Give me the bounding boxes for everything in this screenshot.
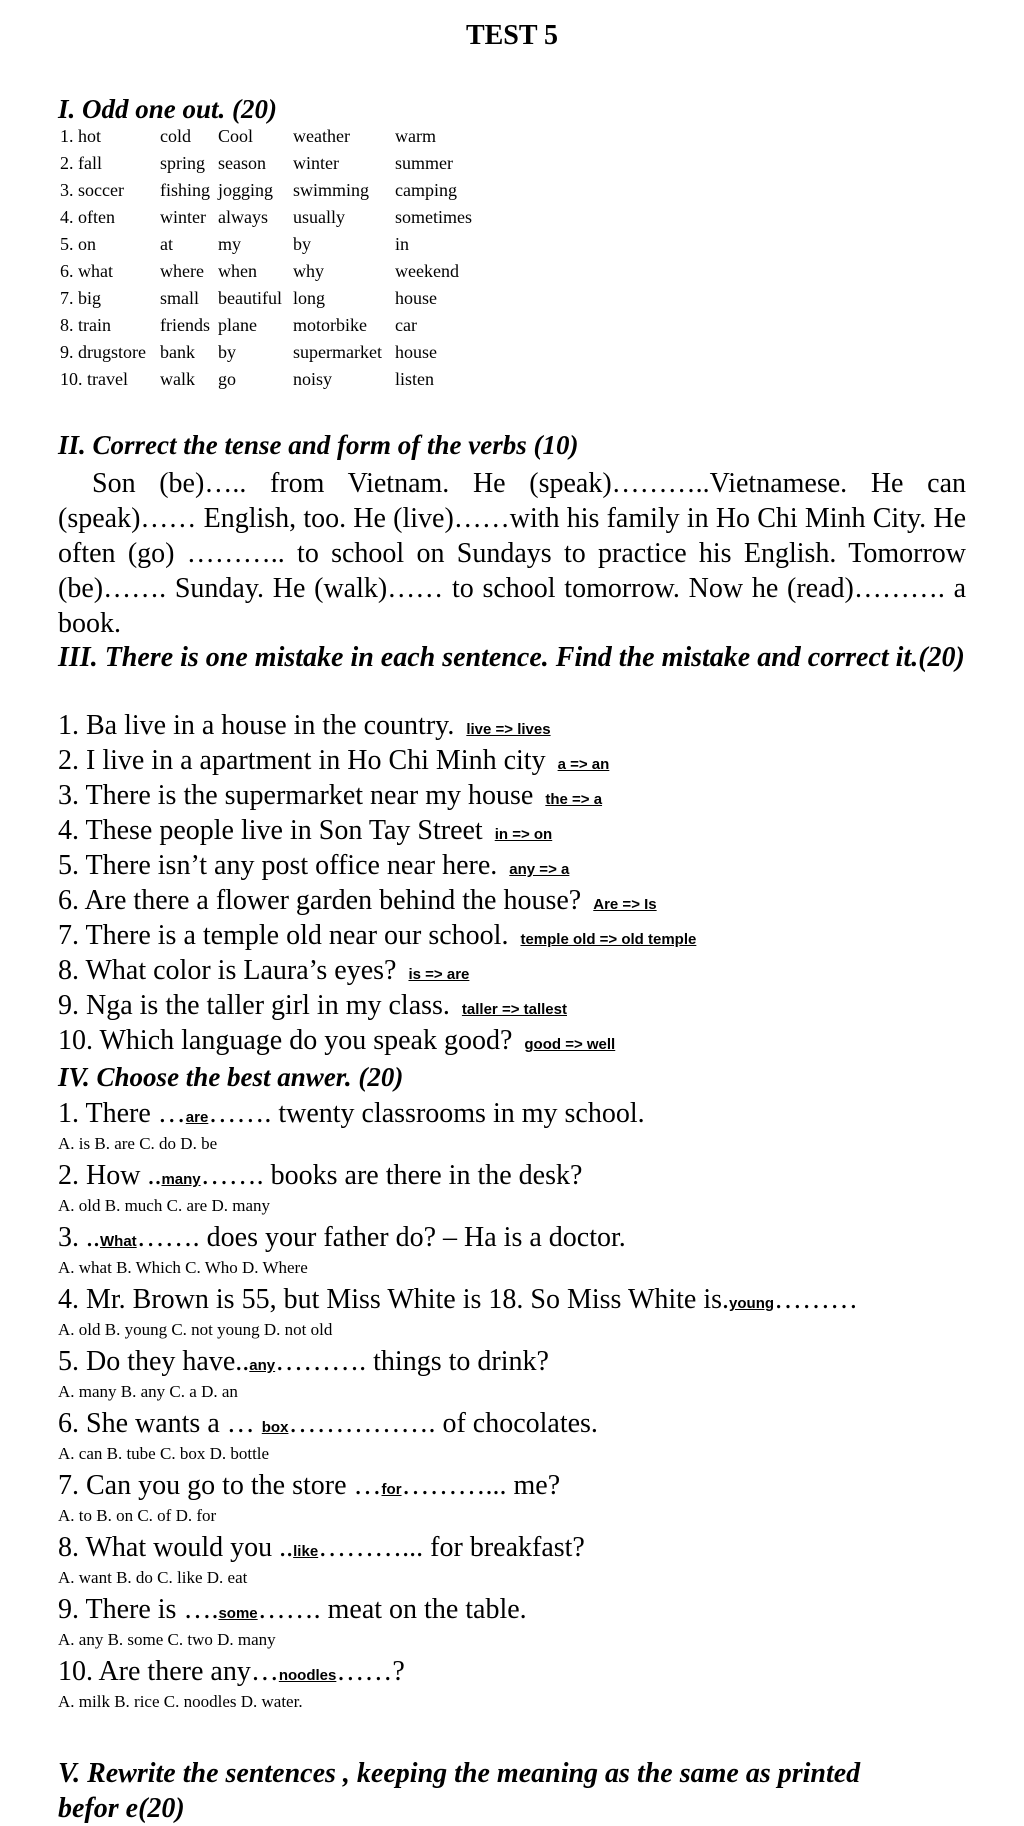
odd-cell: spring bbox=[160, 153, 205, 173]
mistake-item bbox=[58, 955, 469, 987]
odd-cell: by bbox=[293, 234, 311, 254]
filled-answer: young bbox=[729, 1295, 775, 1312]
filled-answer: are bbox=[185, 1109, 209, 1126]
odd-cell: listen bbox=[395, 369, 434, 389]
question-text: ………. things to drink? bbox=[275, 1346, 549, 1377]
question-text: 7. Can you go to the store … bbox=[58, 1470, 382, 1501]
correction-answer: any => a bbox=[509, 861, 570, 878]
question-text: ……. books are there in the desk? bbox=[200, 1160, 583, 1191]
odd-cell: my bbox=[218, 234, 242, 254]
choice-question bbox=[58, 1098, 645, 1130]
odd-cell: 9. drugstore bbox=[60, 342, 146, 362]
mistake-item bbox=[58, 990, 567, 1022]
odd-cell: by bbox=[218, 342, 236, 362]
question-text: ……. meat on the table. bbox=[257, 1594, 527, 1625]
odd-row bbox=[60, 288, 495, 315]
test-title: TEST 5 bbox=[465, 20, 559, 51]
question-text: 5. Do they have.. bbox=[58, 1346, 250, 1377]
odd-cell: swimming bbox=[293, 180, 370, 200]
verb-paragraph-text: Son (be)….. from Vietnam. He (speak)………..Vietnamese. He can (speak)…… English, too. He (live)……with his family in Ho Chi Minh City. He often (go) ……….. to school on Sundays to practice his English. Tomorrow (be)……. Sunday. He (walk)…… to school tomorrow. Now he (read)………. a book. bbox=[58, 468, 966, 639]
correction-answer: Are => Is bbox=[593, 896, 657, 913]
question-text: 1. There … bbox=[58, 1098, 186, 1129]
choice-question bbox=[58, 1532, 585, 1564]
question-text: 6. She wants a … bbox=[58, 1408, 262, 1439]
odd-cell: house bbox=[395, 342, 437, 362]
answer-options: A. milk B. rice C. noodles D. water. bbox=[58, 1692, 303, 1711]
odd-cell: go bbox=[218, 369, 236, 389]
choice-question bbox=[58, 1594, 527, 1626]
filled-answer: any bbox=[249, 1357, 276, 1374]
odd-cell: why bbox=[293, 261, 324, 281]
odd-cell: 6. what bbox=[60, 261, 113, 281]
section1-heading: I. Odd one out. (20) bbox=[58, 94, 278, 124]
mistake-item bbox=[58, 850, 569, 882]
odd-cell: friends bbox=[160, 315, 210, 335]
mistake-sentence: 10. Which language do you speak good? bbox=[58, 1025, 513, 1056]
question-text: ……………. of chocolates. bbox=[288, 1408, 598, 1439]
odd-cell: jogging bbox=[218, 180, 274, 200]
filled-answer: noodles bbox=[278, 1667, 337, 1684]
mistake-item bbox=[58, 920, 696, 952]
odd-row bbox=[60, 153, 495, 180]
odd-cell: camping bbox=[395, 180, 457, 200]
question-text: 4. Mr. Brown is 55, but Miss White is 18. So Miss White is. bbox=[58, 1284, 730, 1315]
odd-cell: when bbox=[218, 261, 257, 281]
choice-question bbox=[58, 1284, 858, 1316]
correction-answer: in => on bbox=[494, 826, 553, 843]
correction-answer: live => lives bbox=[466, 721, 551, 738]
odd-cell: small bbox=[160, 288, 199, 308]
question-text: 2. How .. bbox=[58, 1160, 162, 1191]
answer-options: A. any B. some C. two D. many bbox=[58, 1630, 276, 1649]
odd-row bbox=[60, 180, 495, 207]
odd-cell: usually bbox=[293, 207, 345, 227]
odd-cell: noisy bbox=[293, 369, 333, 389]
odd-cell: cold bbox=[160, 126, 191, 146]
odd-cell: winter bbox=[160, 207, 206, 227]
choice-question bbox=[58, 1408, 598, 1440]
mistake-sentence: 8. What color is Laura’s eyes? bbox=[58, 955, 397, 986]
odd-row bbox=[60, 261, 495, 288]
odd-cell: Cool bbox=[218, 126, 254, 146]
odd-cell: long bbox=[293, 288, 326, 308]
question-text: ………... me? bbox=[401, 1470, 561, 1501]
odd-cell: 3. soccer bbox=[60, 180, 124, 200]
section2-heading: II. Correct the tense and form of the verbs (10) bbox=[58, 430, 579, 460]
odd-cell: fishing bbox=[160, 180, 211, 200]
odd-cell: in bbox=[395, 234, 410, 254]
mistake-sentence: 2. I live in a apartment in Ho Chi Minh city bbox=[58, 745, 546, 776]
question-text: ……. twenty classrooms in my school. bbox=[208, 1098, 645, 1129]
mistake-item bbox=[58, 815, 552, 847]
odd-cell: house bbox=[395, 288, 437, 308]
odd-cell: beautiful bbox=[218, 288, 282, 308]
mistake-sentence: 3. There is the supermarket near my house bbox=[58, 780, 534, 811]
odd-cell: 2. fall bbox=[60, 153, 102, 173]
odd-cell: sometimes bbox=[395, 207, 472, 227]
filled-answer: box bbox=[261, 1419, 289, 1436]
odd-cell: 8. train bbox=[60, 315, 111, 335]
mistake-item bbox=[58, 745, 609, 777]
correction-answer: is => are bbox=[408, 966, 470, 983]
question-text: 10. Are there any… bbox=[58, 1656, 279, 1687]
odd-cell: motorbike bbox=[293, 315, 367, 335]
filled-answer: like bbox=[293, 1543, 319, 1560]
odd-cell: 4. often bbox=[60, 207, 115, 227]
mistake-item bbox=[58, 780, 602, 812]
filled-answer: for bbox=[381, 1481, 402, 1498]
mistake-sentence: 7. There is a temple old near our school. bbox=[58, 920, 509, 951]
correction-answer: taller => tallest bbox=[461, 1001, 567, 1018]
correction-answer: temple old => old temple bbox=[520, 931, 697, 948]
filled-answer: some bbox=[218, 1605, 258, 1622]
odd-cell: season bbox=[218, 153, 266, 173]
question-text: 8. What would you .. bbox=[58, 1532, 294, 1563]
section4-heading: IV. Choose the best anwer. (20) bbox=[58, 1062, 404, 1092]
odd-row bbox=[60, 315, 495, 342]
question-text: ……… bbox=[774, 1284, 859, 1315]
question-text: ……? bbox=[336, 1656, 405, 1687]
odd-cell: plane bbox=[218, 315, 257, 335]
mistake-item bbox=[58, 1025, 615, 1057]
answer-options: A. what B. Which C. Who D. Where bbox=[58, 1258, 308, 1277]
odd-one-out-table bbox=[60, 126, 495, 396]
verb-paragraph bbox=[58, 466, 966, 641]
filled-answer: What bbox=[100, 1233, 137, 1250]
odd-row bbox=[60, 369, 495, 396]
choice-question bbox=[58, 1346, 549, 1378]
question-text: ………... for breakfast? bbox=[318, 1532, 585, 1563]
correction-answer: the => a bbox=[545, 791, 603, 808]
filled-answer: many bbox=[161, 1171, 201, 1188]
answer-options: A. to B. on C. of D. for bbox=[58, 1506, 217, 1525]
answer-options: A. old B. young C. not young D. not old bbox=[58, 1320, 333, 1339]
answer-options: A. old B. much C. are D. many bbox=[58, 1196, 270, 1215]
answer-options: A. many B. any C. a D. an bbox=[58, 1382, 238, 1401]
choice-question bbox=[58, 1470, 560, 1502]
section3-heading: III. There is one mistake in each sentence. Find the mistake and correct it.(20) bbox=[58, 642, 965, 673]
question-text: ……. does your father do? – Ha is a doctor. bbox=[136, 1222, 626, 1253]
mistake-sentence: 9. Nga is the taller girl in my class. bbox=[58, 990, 450, 1021]
odd-cell: supermarket bbox=[293, 342, 382, 362]
mistake-sentence: 1. Ba live in a house in the country. bbox=[58, 710, 455, 741]
question-text: 9. There is …. bbox=[58, 1594, 219, 1625]
odd-cell: weekend bbox=[395, 261, 459, 281]
odd-cell: 5. on bbox=[60, 234, 96, 254]
choice-question bbox=[58, 1222, 626, 1254]
odd-cell: at bbox=[160, 234, 173, 254]
section5-heading: V. Rewrite the sentences , keeping the meaning as the same as printed befor e(20) bbox=[58, 1758, 861, 1824]
choice-question bbox=[58, 1160, 582, 1192]
odd-cell: bank bbox=[160, 342, 195, 362]
mistake-item bbox=[58, 710, 551, 742]
odd-row bbox=[60, 126, 495, 153]
odd-cell: 10. travel bbox=[60, 369, 128, 389]
mistake-sentence: 4. These people live in Son Tay Street bbox=[58, 815, 483, 846]
odd-cell: summer bbox=[395, 153, 453, 173]
correction-answer: a => an bbox=[557, 756, 610, 773]
odd-cell: car bbox=[395, 315, 417, 335]
odd-cell: walk bbox=[160, 369, 195, 389]
choice-question bbox=[58, 1656, 405, 1688]
odd-cell: weather bbox=[293, 126, 350, 146]
question-text: 3. .. bbox=[58, 1222, 100, 1253]
mistake-sentence: 6. Are there a flower garden behind the house? bbox=[58, 885, 582, 916]
odd-cell: where bbox=[160, 261, 204, 281]
answer-options: A. can B. tube C. box D. bottle bbox=[58, 1444, 270, 1463]
odd-cell: 7. big bbox=[60, 288, 102, 308]
odd-cell: 1. hot bbox=[60, 126, 102, 146]
odd-row bbox=[60, 342, 495, 369]
odd-row bbox=[60, 234, 495, 261]
answer-options: A. is B. are C. do D. be bbox=[58, 1134, 218, 1153]
mistake-item bbox=[58, 885, 657, 917]
correction-answer: good => well bbox=[524, 1036, 616, 1053]
mistake-sentence: 5. There isn’t any post office near here. bbox=[58, 850, 498, 881]
odd-row bbox=[60, 207, 495, 234]
odd-cell: always bbox=[218, 207, 268, 227]
odd-cell: winter bbox=[293, 153, 339, 173]
odd-cell: warm bbox=[395, 126, 436, 146]
answer-options: A. want B. do C. like D. eat bbox=[58, 1568, 248, 1587]
